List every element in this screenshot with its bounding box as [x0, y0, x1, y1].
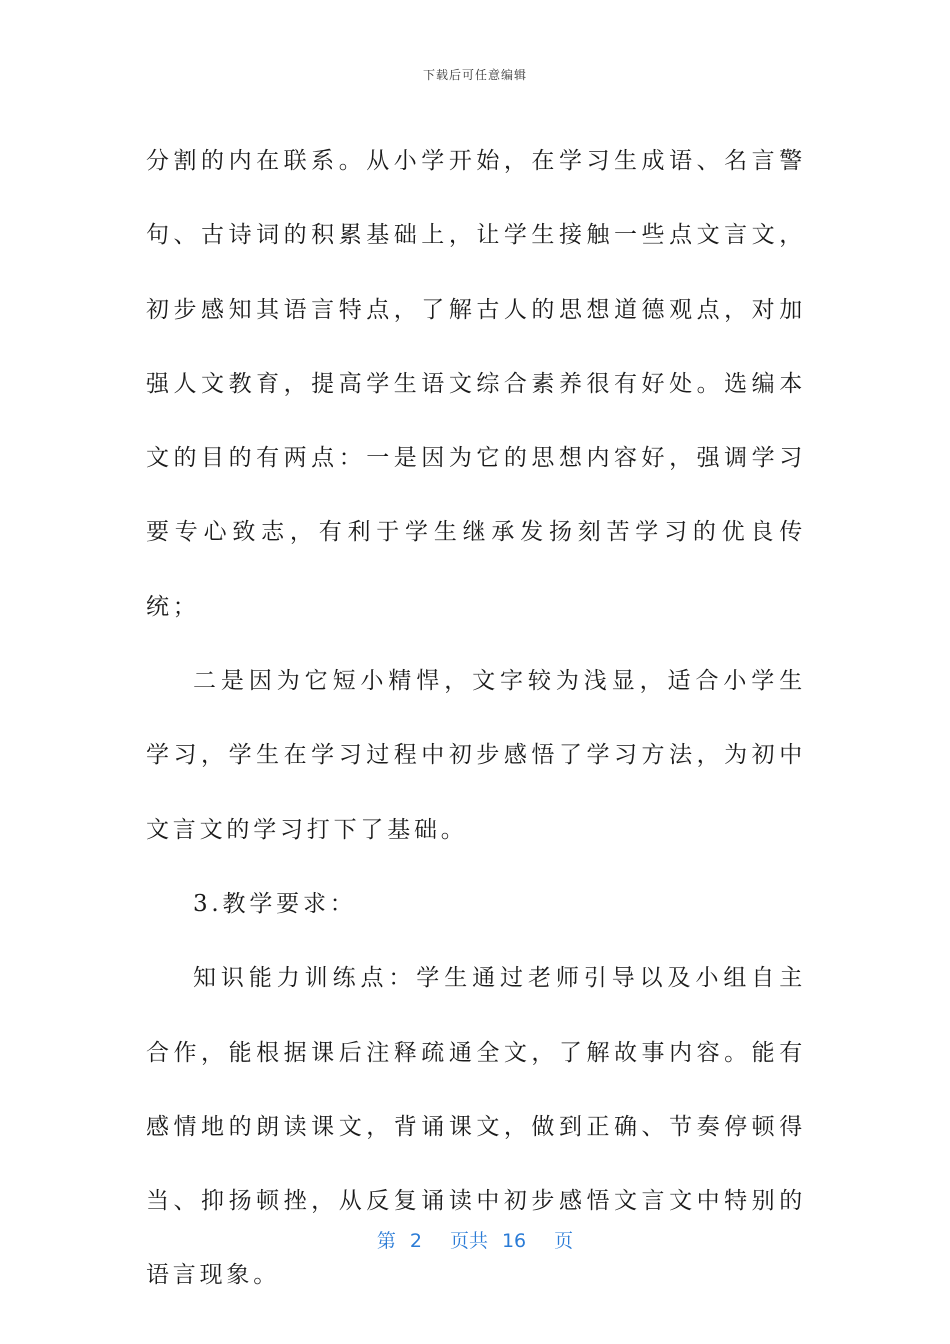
- total-page-count: 16: [501, 1230, 527, 1252]
- page-footer: [0, 1226, 950, 1253]
- paragraph: 知识能力训练点：学生通过老师引导以及小组自主合作，能根据课后注释疏通全文，了解故事内容。能有感情地的朗读课文，背诵课文，做到正确、节奏停顿得当、抑扬顿挫，从反复诵读中初步感悟文言文中特别的语言现象。: [146, 965, 806, 1289]
- document-body: [146, 124, 806, 1313]
- paragraph: 二是因为它短小精悍，文字较为浅显，适合小学生学习，学生在学习过程中初步感悟了学习方法，为初中文言文的学习打下了基础。: [146, 668, 806, 843]
- footer-prefix: 第: [376, 1230, 396, 1252]
- footer-middle: 页共: [449, 1230, 488, 1252]
- paragraph-continued: 分割的内在联系。从小学开始，在学习生成语、名言警句、古诗词的积累基础上，让学生接触一些点文言文，初步感知其语言特点，了解古人的思想道德观点，对加强人文教育，提高学生语文综合素养很有好处。选编本文的目的有两点：一是因为它的思想内容好，强调学习要专心致志，有利于学生继承发扬刻苦学习的优良传统；: [146, 148, 806, 620]
- header-note: 下载后可任意编辑: [422, 68, 527, 82]
- footer-suffix: 页: [554, 1230, 574, 1252]
- current-page-number: 2: [409, 1230, 422, 1252]
- section-heading: 3.教学要求：: [193, 890, 357, 917]
